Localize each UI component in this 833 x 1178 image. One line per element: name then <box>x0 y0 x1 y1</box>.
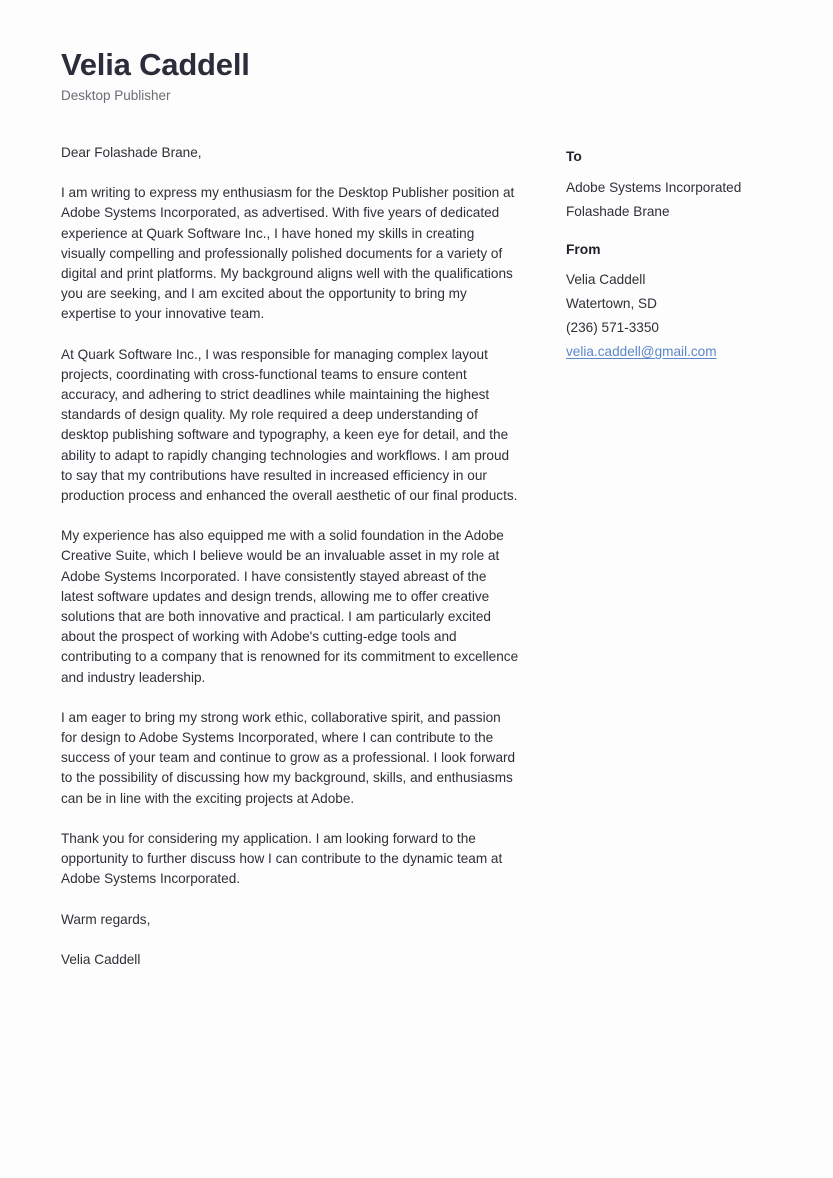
letter-signature: Velia Caddell <box>61 951 141 967</box>
letter-paragraph-5: Thank you for considering my application. I am looking forward to the opportunity to further discuss how I can contribute to the dynamic team at Adobe Systems Incorporated. <box>61 830 503 887</box>
letter-paragraph-3: My experience has also equipped me with a solid foundation in the Adobe Creative Suite, which I believe would be an invaluable asset in my role at Adobe Systems Incorporated. I have consistently stayed abreast of the latest software updates and design trends, allowing me to offer creative solutions that are both innovative and practical. I am particularly excited about the prospect of working with Adobe's cutting-edge tools and contributing to a company that is renowned for its commitment to excellence and industry leadership. <box>61 528 519 685</box>
letter-paragraph-1: I am writing to express my enthusiasm for the Desktop Publisher position at Adobe Systems Incorporated, as advertised. With five years of dedicated experience at Quark Software Inc., I have honed my skills in creating visually compelling and professionally polished documents for a variety of digital and print platforms. My background aligns well with the qualifications you are seeking, and I am excited about the opportunity to bring my expertise to your innovative team. <box>61 185 515 322</box>
letter-paragraph-4: I am eager to bring my strong work ethic, collaborative spirit, and passion for design to Adobe Systems Incorporated, where I can contribute to the success of your team and continue to grow as a professional. I look forward to the possibility of discussing how my background, skills, and enthusiasms can be in line with the exciting projects at Adobe. <box>61 709 516 806</box>
recipient-company: Adobe Systems Incorporated <box>566 179 742 195</box>
letter-closing: Warm regards, <box>61 911 151 927</box>
letter-body-column <box>61 143 520 970</box>
sender-location: Watertown, SD <box>566 296 657 312</box>
letter-salutation: Dear Folashade Brane, <box>61 145 202 160</box>
sender-phone: (236) 571-3350 <box>566 320 659 336</box>
letter-sidebar <box>566 148 796 381</box>
to-heading: To <box>566 149 582 164</box>
recipient-block <box>566 148 796 224</box>
applicant-job-title: Desktop Publisher <box>61 87 171 103</box>
letter-paragraph-2: At Quark Software Inc., I was responsible for managing complex layout projects, coordinating with cross-functional teams to ensure content accuracy, and adhering to strict deadlines while maintaining the highest standards of design quality. My role required a deep understanding of desktop publishing software and typography, a keen eye for detail, and the ability to adapt to rapidly changing technologies and workflows. I am proud to say that my contributions have resulted in increased efficiency in our production process and enhanced the overall aesthetic of our final products. <box>61 346 518 504</box>
recipient-name: Folashade Brane <box>566 203 670 219</box>
applicant-name: Velia Caddell <box>61 47 250 82</box>
from-heading: From <box>566 241 601 257</box>
sender-block <box>566 241 796 365</box>
letter-header <box>61 48 761 104</box>
sender-name: Velia Caddell <box>566 272 646 288</box>
sender-email-link[interactable]: velia.caddell@gmail.com <box>566 344 717 360</box>
